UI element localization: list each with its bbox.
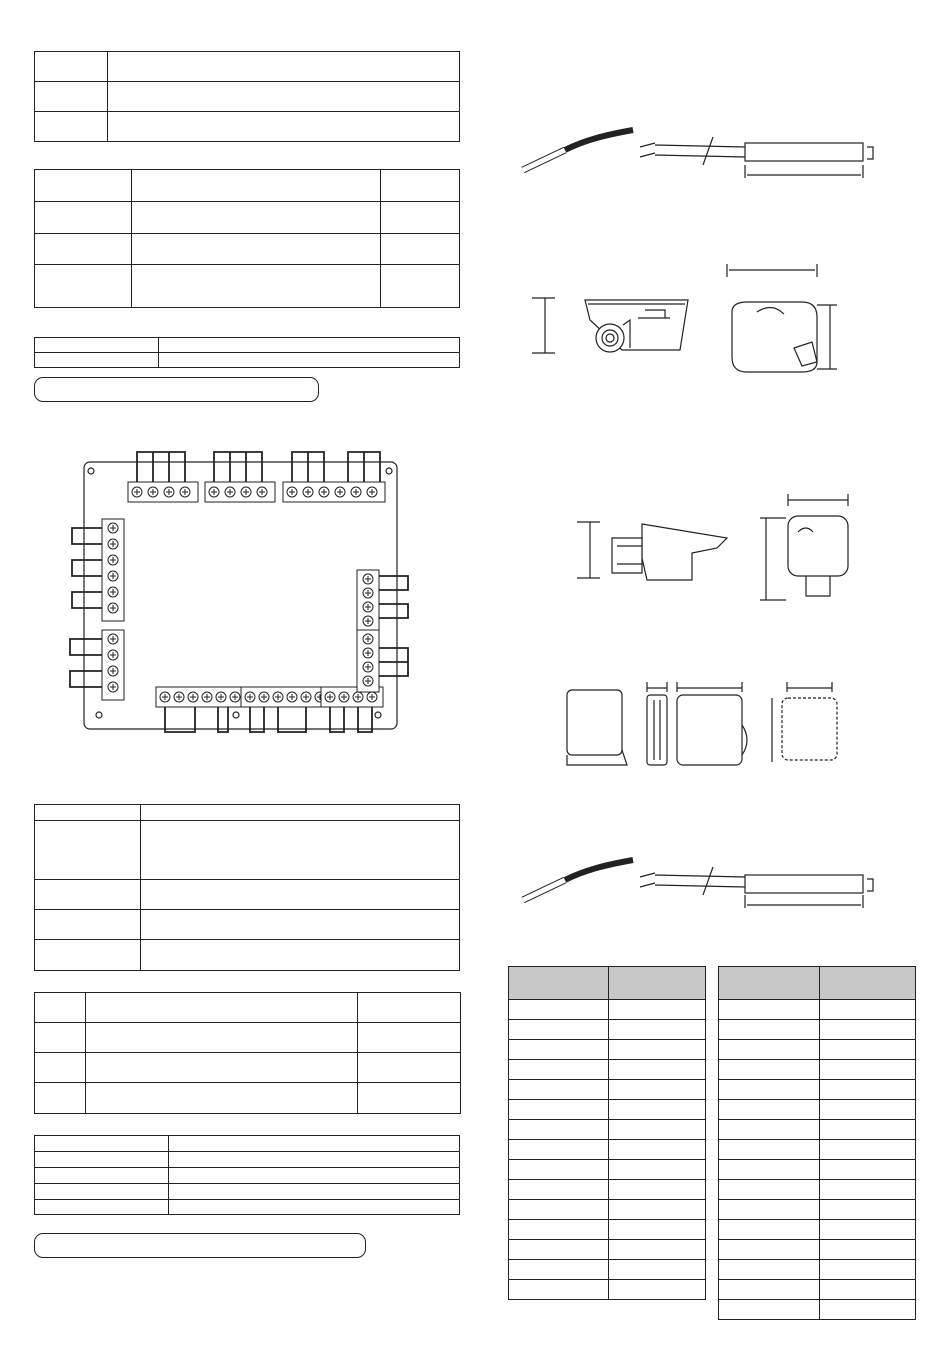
table-cell: [509, 967, 609, 1000]
terminal-screw: [108, 555, 118, 565]
table-cell: [609, 1280, 706, 1300]
table-row: [719, 1120, 916, 1140]
table-cell: [609, 1000, 706, 1020]
table-row: [509, 1200, 706, 1220]
table-cell: [509, 1140, 609, 1160]
table-cell: [509, 1180, 609, 1200]
section-heading-box-2: [34, 1233, 366, 1258]
table-row: [509, 1100, 706, 1120]
table-cell: [609, 1140, 706, 1160]
terminal-screw: [339, 692, 349, 702]
table-cell: [509, 1040, 609, 1060]
table-row: [719, 1280, 916, 1300]
terminal-screw: [148, 487, 158, 497]
table-cell: [509, 1200, 609, 1220]
table-row: [509, 967, 706, 1000]
cable-probe-icon: [515, 855, 880, 915]
terminal-screw: [363, 634, 373, 644]
table-cell: [820, 967, 916, 1000]
terminal-screw: [363, 588, 373, 598]
table-cell: [820, 1120, 916, 1140]
table-cell: [609, 1040, 706, 1060]
terminal-screw: [363, 648, 373, 658]
table-cell: [820, 1240, 916, 1260]
table-cell: [719, 1120, 820, 1140]
table-cell: [820, 1220, 916, 1240]
table-cell: [609, 1120, 706, 1140]
wall-sensor-side-icon: [530, 290, 700, 360]
terminal-screw: [319, 487, 329, 497]
terminal-screw: [108, 571, 118, 581]
section-heading-box-1: [34, 377, 319, 402]
table-row: [509, 1040, 706, 1060]
resistance-table-b: [718, 966, 916, 1320]
terminal-screw: [325, 692, 335, 702]
table-row: [509, 1160, 706, 1180]
terminal-screw: [225, 487, 235, 497]
table-row: [719, 1140, 916, 1160]
table-cell: [719, 1000, 820, 1020]
table-row: [719, 1220, 916, 1240]
table-cell: [719, 1160, 820, 1180]
table-cell: [820, 1260, 916, 1280]
table-cell: [719, 1260, 820, 1280]
terminal-screw: [174, 692, 184, 702]
table-cell: [609, 1060, 706, 1080]
terminal-screw: [202, 692, 212, 702]
table-cell: [719, 1080, 820, 1100]
terminal-screw: [164, 487, 174, 497]
table-cell: [719, 1100, 820, 1120]
table-cell: [820, 1000, 916, 1020]
table-cell: [719, 1180, 820, 1200]
table-cell: [609, 967, 706, 1000]
table-row: [719, 967, 916, 1000]
terminal-screw: [108, 523, 118, 533]
terminal-screw: [108, 666, 118, 676]
table-row: [719, 1000, 916, 1020]
table-cell: [609, 1020, 706, 1040]
spec-table-5: [34, 992, 461, 1114]
table-cell: [509, 1080, 609, 1100]
duct-sensor-side-icon: [572, 518, 742, 588]
table-row: [719, 1240, 916, 1260]
table-cell: [719, 1060, 820, 1080]
table-cell: [609, 1180, 706, 1200]
terminal-screw: [363, 574, 373, 584]
terminal-screw: [241, 487, 251, 497]
table-cell: [509, 1060, 609, 1080]
table-row: [509, 1180, 706, 1200]
table-cell: [609, 1200, 706, 1220]
terminal-screw: [367, 487, 377, 497]
table-cell: [609, 1100, 706, 1120]
spec-table-6: [34, 1135, 460, 1215]
wall-sensor-front-icon: [722, 262, 847, 377]
table-row: [509, 1140, 706, 1160]
terminal-screw: [335, 487, 345, 497]
table-cell: [820, 1020, 916, 1040]
table-cell: [509, 1020, 609, 1040]
cable-probe-icon: [515, 125, 880, 185]
table-row: [719, 1080, 916, 1100]
table-cell: [820, 1180, 916, 1200]
table-cell: [719, 967, 820, 1000]
table-row: [719, 1040, 916, 1060]
terminal-screw: [301, 692, 311, 702]
terminal-screw: [216, 692, 226, 702]
terminal-screw: [245, 692, 255, 702]
table-cell: [719, 1020, 820, 1040]
table-cell: [509, 1120, 609, 1140]
table-row: [719, 1200, 916, 1220]
table-cell: [609, 1080, 706, 1100]
terminal-screw: [367, 692, 377, 702]
table-cell: [509, 1280, 609, 1300]
terminal-screw: [108, 634, 118, 644]
table-row: [719, 1300, 916, 1320]
table-row: [719, 1160, 916, 1180]
terminal-screw: [363, 616, 373, 626]
terminal-screw: [108, 650, 118, 660]
table-row: [509, 1060, 706, 1080]
terminal-screw: [230, 692, 240, 702]
terminal-screw: [209, 487, 219, 497]
table-row: [509, 1120, 706, 1140]
table-cell: [820, 1040, 916, 1060]
table-row: [509, 1240, 706, 1260]
terminal-screw: [363, 676, 373, 686]
table-cell: [820, 1280, 916, 1300]
table-cell: [509, 1240, 609, 1260]
terminal-screw: [363, 602, 373, 612]
table-cell: [609, 1260, 706, 1280]
terminal-screw: [108, 682, 118, 692]
terminal-screw: [188, 692, 198, 702]
table-cell: [820, 1140, 916, 1160]
table-cell: [509, 1100, 609, 1120]
table-row: [719, 1020, 916, 1040]
terminal-screw: [259, 692, 269, 702]
terminal-screw: [351, 487, 361, 497]
terminal-screw: [273, 692, 283, 702]
table-row: [509, 1260, 706, 1280]
table-cell: [509, 1220, 609, 1240]
table-cell: [609, 1240, 706, 1260]
table-row: [719, 1180, 916, 1200]
resistance-table-a: [508, 966, 706, 1300]
table-cell: [719, 1040, 820, 1060]
terminal-screw: [287, 692, 297, 702]
table-cell: [509, 1000, 609, 1020]
table-cell: [509, 1260, 609, 1280]
table-cell: [719, 1300, 820, 1320]
controller-board-diagram: [60, 440, 420, 740]
terminal-screw: [287, 487, 297, 497]
table-cell: [719, 1140, 820, 1160]
table-row: [719, 1060, 916, 1080]
terminal-screw: [108, 603, 118, 613]
table-row: [509, 1020, 706, 1040]
table-cell: [820, 1160, 916, 1180]
table-cell: [820, 1300, 916, 1320]
table-row: [509, 1080, 706, 1100]
table-cell: [719, 1280, 820, 1300]
duct-sensor-front-icon: [758, 492, 858, 607]
table-cell: [509, 1160, 609, 1180]
table-cell: [820, 1100, 916, 1120]
terminal-screw: [303, 487, 313, 497]
table-cell: [719, 1240, 820, 1260]
table-cell: [820, 1080, 916, 1100]
terminal-screw: [257, 487, 267, 497]
table-cell: [719, 1200, 820, 1220]
table-row: [719, 1100, 916, 1120]
table-row: [719, 1260, 916, 1280]
terminal-screw: [108, 539, 118, 549]
spec-table-4: [34, 804, 460, 971]
table-cell: [609, 1220, 706, 1240]
spec-table-2: [34, 169, 460, 308]
room-sensor-views-icon: [562, 680, 847, 775]
terminal-screw: [160, 692, 170, 702]
table-row: [509, 1280, 706, 1300]
table-row: [509, 1220, 706, 1240]
table-cell: [719, 1220, 820, 1240]
table-row: [509, 1000, 706, 1020]
terminal-screw: [180, 487, 190, 497]
terminal-screw: [132, 487, 142, 497]
spec-table-3: [34, 337, 460, 368]
terminal-screw: [363, 662, 373, 672]
terminal-screw: [353, 692, 363, 702]
terminal-screw: [108, 587, 118, 597]
table-cell: [609, 1160, 706, 1180]
spec-table-1: [34, 51, 460, 142]
table-cell: [820, 1200, 916, 1220]
table-cell: [820, 1060, 916, 1080]
